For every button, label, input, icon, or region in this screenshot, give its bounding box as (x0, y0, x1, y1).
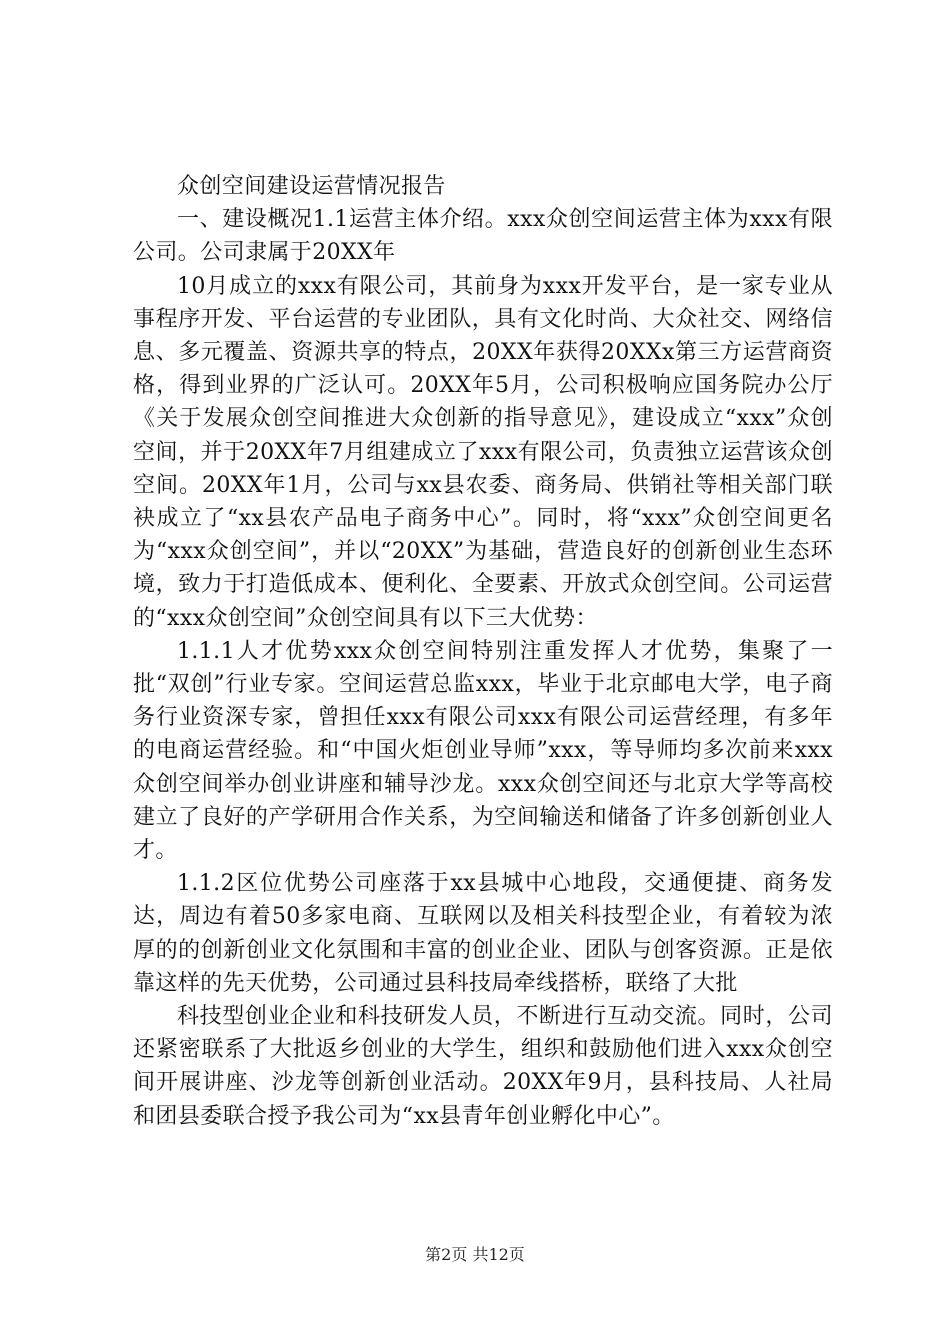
document-title: 众创空间建设运营情况报告 (177, 174, 446, 199)
paragraph-overview: 一、建设概况1.1运营主体介绍。xxx众创空间运营主体为xxx有限公司。公司隶属于20XX年 (133, 207, 833, 266)
document-body (133, 170, 833, 1133)
paragraph-talent-advantage: 1.1.1人才优势xxx众创空间特别注重发挥人才优势，集聚了一批“双创”行业专家。空间运营总监xxx，毕业于北京邮电大学，电子商务行业资深专家，曾担任xxx有限公司xxx有限公司运营经理，有多年的电商运营经验。和“中国火炬创业导师”xxx，等导师均多次前来xxx众创空间举办创业讲座和辅导沙龙。xxx众创空间还与北京大学等高校建立了良好的产学研用合作关系，为空间输送和储备了许多创新创业人才。 (133, 638, 833, 864)
paragraph-location-advantage: 1.1.2区位优势公司座落于xx县城中心地段，交通便捷、商务发达，周边有着50多家电商、互联网以及相关科技型企业，有着较为浓厚的的创新创业文化氛围和丰富的创业企业、团队与创客资源。正是依靠这样的先天优势，公司通过县科技局牵线搭桥，联络了大批 (133, 871, 833, 996)
page-number-footer: 第2页 共12页 (425, 1245, 525, 1264)
paragraph-tech-exchange: 科技型创业企业和科技研发人员，不断进行互动交流。同时，公司还紧密联系了大批返乡创业的大学生，组织和鼓励他们进入xxx众创空间开展讲座、沙龙等创新创业活动。20XX年9月，县科技局、人社局和团县委联合授予我公司为“xx县青年创业孵化中心”。 (133, 1004, 833, 1129)
paragraph-company-history: 10月成立的xxx有限公司，其前身为xxx开发平台，是一家专业从事程序开发、平台运营的专业团队，具有文化时尚、大众社交、网络信息、多元覆盖、资源共享的特点，20XX年获得20XXx第三方运营商资格，得到业界的广泛认可。20XX年5月，公司积极响应国务院办公厅《关于发展众创空间推进大众创新的指导意见》，建设成立“xxx”众创空间，并于20XX年7月组建成立了xxx有限公司，负责独立运营该众创空间。20XX年1月，公司与xx县农委、商务局、供销社等相关部门联袂成立了“xx县农产品电子商务中心”。同时，将“xxx”众创空间更名为“xxx众创空间”，并以“20XX”为基础，营造良好的创新创业生态环境，致力于打造低成本、便利化、全要素、开放式众创空间。公司运营的“xxx众创空间”众创空间具有以下三大优势： (133, 273, 833, 631)
